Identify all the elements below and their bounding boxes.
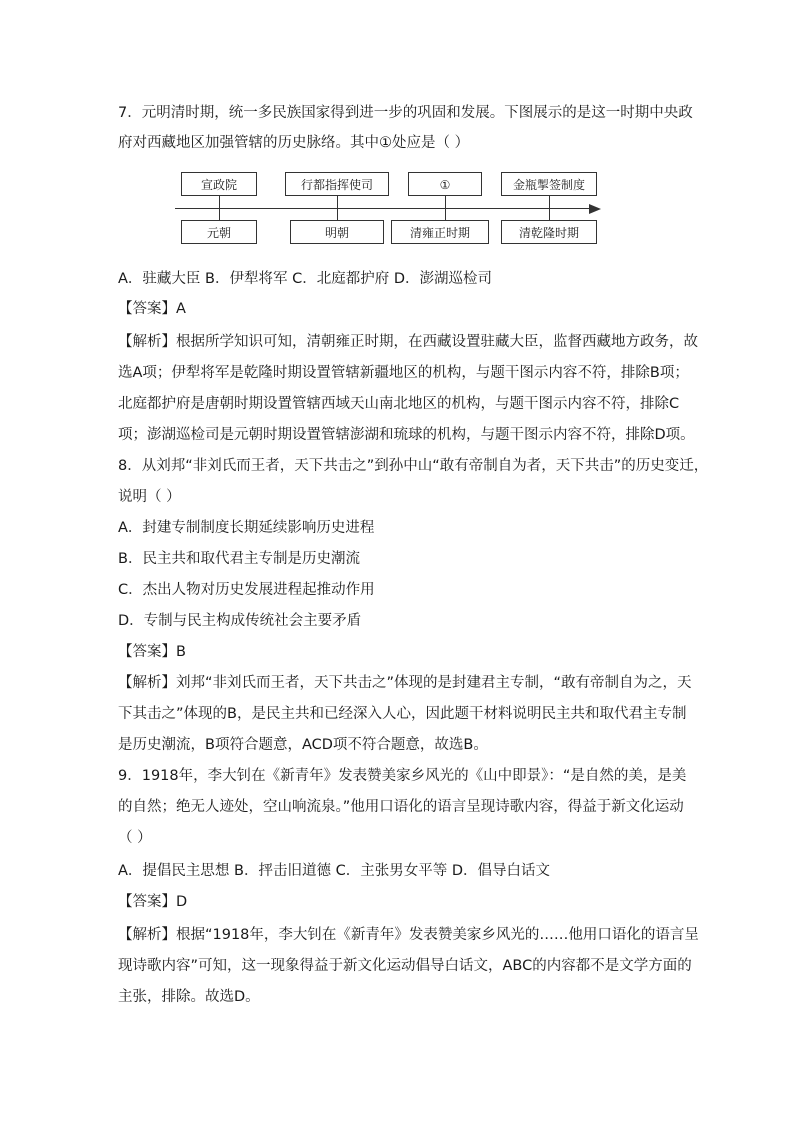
q7-answer: 【答案】A bbox=[118, 301, 186, 317]
q7-analysis-line-4: 项；澎湖巡检司是元朝时期设置管辖澎湖和琉球的机构，与题干图示内容不符，排除D项。 bbox=[118, 427, 695, 443]
q8-stem-line-1: 8．从刘邦“非刘氏而王者，天下共击之”到孙中山“敢有帝制自为者，天下共击”的历史变迁， bbox=[118, 458, 709, 474]
q8-analysis-line-2: 下其击之”体现的B，是民主共和已经深入人心，因此题干材料说明民主共和取代君主专制 bbox=[118, 706, 687, 722]
box-blank-1: ① bbox=[408, 172, 482, 196]
box-qianlong: 清乾隆时期 bbox=[501, 220, 597, 244]
connector-qianlong bbox=[549, 196, 550, 220]
timeline-axis bbox=[175, 208, 593, 209]
connector-yongzheng bbox=[445, 196, 446, 220]
q9-stem-line-2: 的自然；绝无人迹处，空山响流泉。”他用口语化的语言呈现诗歌内容，得益于新文化运动 bbox=[118, 799, 684, 815]
q9-stem-line-3: （ ） bbox=[118, 830, 152, 846]
q9-answer: 【答案】D bbox=[118, 894, 188, 910]
box-yongzheng: 清雍正时期 bbox=[391, 220, 489, 244]
q8-option-b: B．民主共和取代君主专制是历史潮流 bbox=[118, 551, 360, 567]
q7-analysis-line-3: 北庭都护府是唐朝时期设置管辖西域天山南北地区的机构，与题干图示内容不符，排除C bbox=[118, 396, 680, 412]
q8-stem-line-2: 说明（ ） bbox=[118, 489, 181, 505]
q7-stem-line-1: 7．元明清时期，统一多民族国家得到进一步的巩固和发展。下图展示的是这一时期中央政 bbox=[118, 105, 693, 121]
q9-analysis-line-1: 【解析】根据“1918年，李大钊在《新青年》发表赞美家乡风光的……他用口语化的语言呈 bbox=[118, 927, 699, 943]
q9-analysis-line-3: 主张，排除。故选D。 bbox=[118, 989, 260, 1005]
box-ming: 明朝 bbox=[290, 220, 384, 244]
q9-options: A．提倡民主思想 B．抨击旧道德 C．主张男女平等 D．倡导白话文 bbox=[118, 863, 550, 879]
connector-ming bbox=[337, 196, 338, 220]
q8-option-d: D．专制与民主构成传统社会主要矛盾 bbox=[118, 613, 362, 629]
connector-yuan bbox=[219, 196, 220, 220]
q8-analysis-line-3: 是历史潮流，B项符合题意，ACD项不符合题意，故选B。 bbox=[118, 737, 488, 753]
box-xingdu-zhihuishisi: 行都指挥使司 bbox=[285, 172, 389, 196]
tibet-timeline-diagram bbox=[175, 168, 615, 248]
q8-analysis-line-1: 【解析】刘邦“非刘氏而王者，天下共击之”体现的是封建君主专制，“敢有帝制自为之，天 bbox=[118, 675, 692, 691]
q7-options: A．驻藏大臣 B．伊犁将军 C．北庭都护府 D．澎湖巡检司 bbox=[118, 271, 492, 287]
q8-answer: 【答案】B bbox=[118, 644, 186, 660]
q7-analysis-line-2: 选A项；伊犁将军是乾隆时期设置管辖新疆地区的机构，与题干图示内容不符，排除B项； bbox=[118, 365, 689, 381]
timeline-arrowhead bbox=[589, 204, 601, 214]
box-jinping-cheqian: 金瓶掣签制度 bbox=[501, 172, 597, 196]
box-xuanzhengyuan: 宣政院 bbox=[181, 172, 257, 196]
q9-stem-line-1: 9．1918年，李大钊在《新青年》发表赞美家乡风光的《山中即景》：“是自然的美，是美 bbox=[118, 768, 687, 784]
q8-option-a: A．封建专制制度长期延续影响历史进程 bbox=[118, 520, 375, 536]
q7-stem-line-2: 府对西藏地区加强管辖的历史脉络。其中①处应是（ ） bbox=[118, 135, 470, 151]
q8-option-c: C．杰出人物对历史发展进程起推动作用 bbox=[118, 582, 375, 598]
box-yuan: 元朝 bbox=[181, 220, 257, 244]
q7-analysis-line-1: 【解析】根据所学知识可知，清朝雍正时期，在西藏设置驻藏大臣，监督西藏地方政务，故 bbox=[118, 334, 698, 350]
q9-analysis-line-2: 现诗歌内容”可知，这一现象得益于新文化运动倡导白话文，ABC的内容都不是文学方面的 bbox=[118, 958, 692, 974]
